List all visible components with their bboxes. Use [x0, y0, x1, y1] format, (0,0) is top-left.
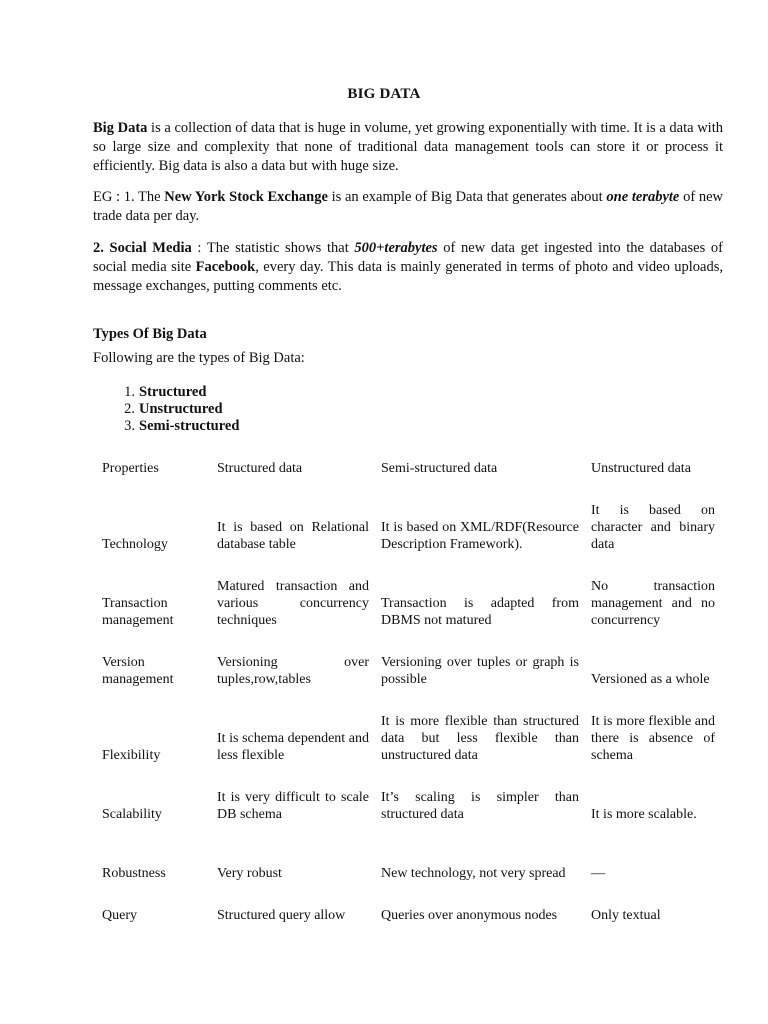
table-row: [96, 882, 721, 924]
social-text2: of new data get ingested into the databases of social media site: [93, 240, 723, 275]
table-cell: Versioning over tuples or graph is possible: [381, 655, 579, 687]
example-prefix: EG : 1. The: [93, 189, 165, 205]
table-cell: —: [591, 866, 605, 881]
social-text3: , every day. This data is mainly generated in terms of photo and video uploads, message exchanges, putting comments etc.: [93, 259, 723, 294]
table-row: [96, 688, 721, 764]
table-cell: Scalability: [102, 807, 162, 822]
header-cell: Structured data: [217, 461, 303, 476]
table-cell: It is schema dependent and less flexible: [217, 731, 369, 763]
table-row: [96, 823, 721, 882]
table-row: [96, 494, 721, 553]
social-text1: : The statistic shows that: [191, 240, 355, 256]
example-paragraph: [93, 188, 723, 226]
header-cell: Semi-structured data: [381, 461, 498, 476]
table-cell: Technology: [102, 537, 168, 552]
example-suffix: of new trade data per day.: [93, 189, 723, 224]
table-cell: Very robust: [217, 866, 282, 881]
table-cell: It is more flexible and there is absence of schema: [591, 714, 715, 763]
comparison-table: [96, 452, 721, 924]
list-item: 3. Semi-structured: [124, 418, 240, 434]
table-cell: Version management: [102, 655, 174, 687]
table-cell: It is more flexible than structured data but less flexible than unstructured data: [381, 714, 579, 763]
page-title: BIG DATA: [347, 86, 421, 102]
table-cell: It is based on Relational database table: [217, 520, 369, 552]
intro-paragraph: [93, 119, 723, 176]
list-item: 2. Unstructured: [124, 401, 223, 417]
example-middle: is an example of Big Data that generates about: [327, 189, 607, 205]
table-cell: Only textual: [591, 908, 661, 923]
types-heading: Types Of Big Data: [93, 326, 207, 342]
intro-lead: Big Data: [93, 120, 148, 136]
table-cell: Versioned as a whole: [591, 672, 710, 687]
types-list: [93, 384, 239, 435]
social-bold: Facebook: [195, 259, 256, 275]
example-emph: one terabyte: [606, 189, 680, 205]
example-bold: New York Stock Exchange: [164, 189, 328, 205]
table-cell: It’s scaling is simpler than structured data: [381, 790, 579, 822]
table-cell: Transaction is adapted from DBMS not matured: [381, 596, 579, 628]
table-cell: It is very difficult to scale DB schema: [217, 790, 369, 822]
social-media-paragraph: [93, 239, 723, 296]
table-cell: Structured query allow: [217, 908, 346, 923]
table-cell: It is based on character and binary data: [591, 503, 715, 552]
table-cell: Versioning over tuples,row,tables: [217, 655, 369, 687]
table-row: [96, 764, 721, 823]
table-cell: Matured transaction and various concurrency techniques: [217, 579, 369, 628]
table-row: [96, 629, 721, 688]
table-header-row: [96, 452, 721, 494]
table-cell: Flexibility: [102, 748, 161, 763]
table-cell: Robustness: [102, 866, 166, 881]
table-cell: It is based on XML/RDF(Resource Description Framework).: [381, 520, 579, 552]
table-cell: New technology, not very spread: [381, 866, 566, 881]
table-cell: Queries over anonymous nodes: [381, 908, 558, 923]
table-cell: Transaction management: [102, 596, 174, 628]
table-row: [96, 553, 721, 629]
header-cell: Properties: [102, 461, 159, 476]
table-cell: Query: [102, 908, 137, 923]
social-lead: 2. Social Media: [93, 240, 192, 256]
table-cell: No transaction management and no concurrency: [591, 579, 715, 628]
social-emph: 500+terabytes: [354, 240, 438, 256]
intro-text: is a collection of data that is huge in volume, yet growing exponentially with time. It is a data with so large size and complexity that none of traditional data management tools can store it or process it efficiently. Big data is also a data but with huge size.: [93, 120, 723, 174]
header-cell: Unstructured data: [591, 461, 691, 476]
types-intro: Following are the types of Big Data:: [93, 350, 305, 366]
list-item: 1. Structured: [124, 384, 207, 400]
table-cell: It is more scalable.: [591, 807, 697, 822]
